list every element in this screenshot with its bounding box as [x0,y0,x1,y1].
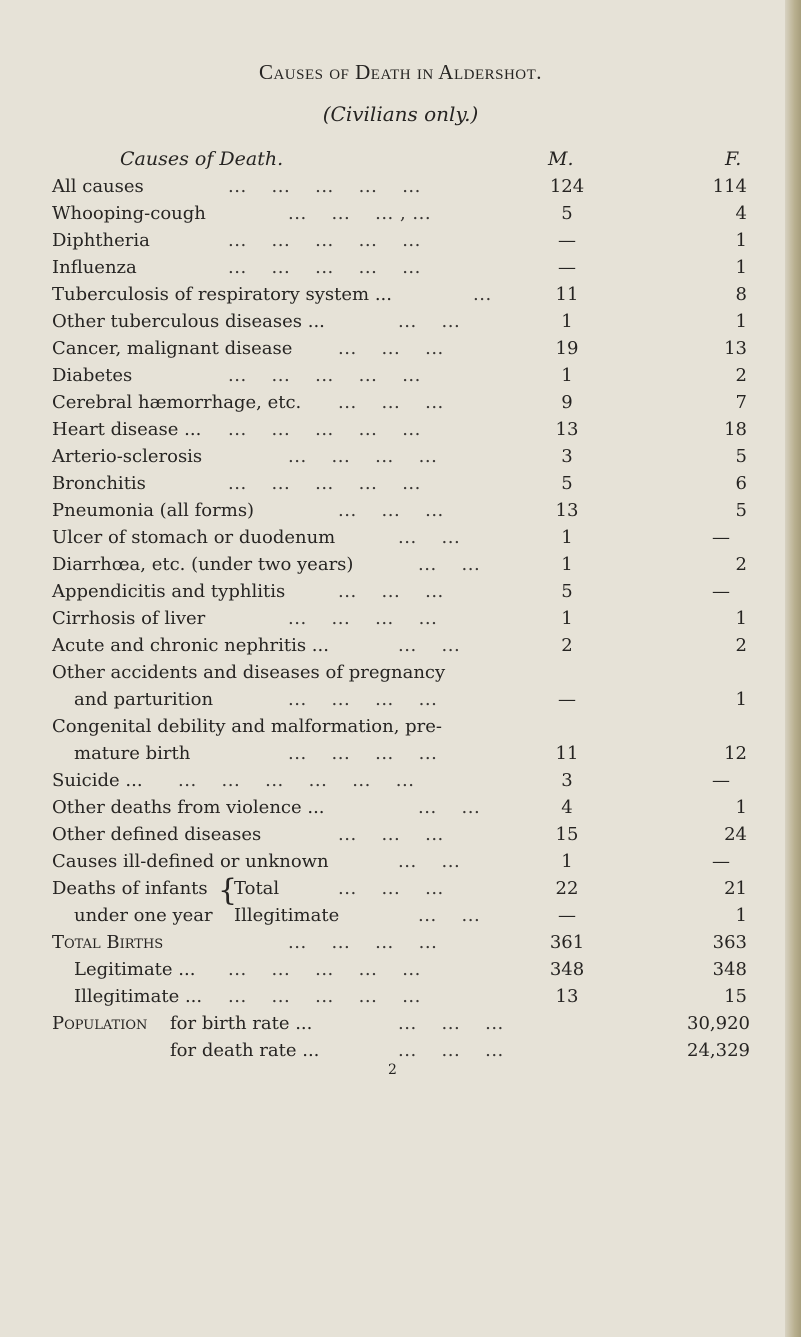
table-row [0,740,801,767]
table-row [0,470,801,497]
row-male: 2 [561,635,573,656]
leader-dots: ... ... ... ... [288,689,438,710]
row-female: 1 [735,797,747,818]
row-female: 363 [712,932,747,953]
table-row [0,605,801,632]
leader-dots: ... ... ... ... [288,932,438,953]
row-female: 1 [735,905,747,926]
row-male: 13 [555,419,579,440]
row-label: Other defined diseases [52,824,262,845]
leader-dots: ... ... [418,797,481,818]
leader-dots: ... ... ... [398,1013,504,1034]
row-label: mature birth [74,743,191,764]
row-female: 4 [735,203,747,224]
leader-dots: ... ... ... ... ... [228,419,421,440]
row-label: Suicide ... [52,770,143,791]
row-male: 348 [549,959,585,980]
table-row [0,227,801,254]
row-male: 1 [561,527,573,548]
table-row [0,794,801,821]
leader-dots: ... ... ... ... ... [228,986,421,1007]
table-row [0,767,801,794]
leader-dots: ... ... ... [338,392,444,413]
infants-label-bottom: under one year [74,905,213,926]
row-male: 1 [561,311,573,332]
row-label: Causes ill-defined or unknown [52,851,329,872]
row-female: 15 [724,986,747,1007]
row-male: 1 [561,851,573,872]
row-male: — [558,257,576,278]
table-row [0,659,801,686]
infant-deaths-total-row [0,873,801,908]
leader-dots: ... ... ... ... ... [228,365,421,386]
row-female: 1 [735,230,747,251]
row-label: Congenital debility and malformation, pre- [52,716,443,737]
leader-dots: ... ... ... ... [288,608,438,629]
table-row [0,551,801,578]
row-female: 114 [712,176,747,197]
row-male: 4 [561,797,573,818]
births-row [0,929,801,956]
table-row [0,821,801,848]
leader-dots: ... ... ... [338,878,444,899]
header-male: M. [548,148,574,170]
row-label: Diabetes [52,365,133,386]
row-female: 2 [735,635,747,656]
leader-dots: ... ... ... [338,824,444,845]
table-row [0,686,801,713]
row-female: — [712,527,730,548]
row-female: 6 [735,473,747,494]
row-male: 19 [555,338,579,359]
row-female: 348 [712,959,747,980]
table-row [0,173,801,200]
infants-total-label: Total [234,878,280,899]
row-male: 3 [561,446,573,467]
birth-rate-label: for birth rate ... [170,1013,313,1034]
row-label: Whooping-cough [52,203,206,224]
table-row [0,416,801,443]
table-row [0,713,801,740]
row-label: Legitimate ... [74,959,196,980]
row-male: 5 [561,581,573,602]
row-female: 2 [735,365,747,386]
row-label: Tuberculosis of respiratory system ... [52,284,392,305]
row-male: 13 [555,986,579,1007]
row-female: 13 [724,338,747,359]
row-male: 3 [561,770,573,791]
leader-dots: ... ... ... [338,581,444,602]
row-male: 22 [555,878,579,899]
row-female: 12 [724,743,747,764]
row-male: 15 [555,824,579,845]
row-male: 11 [555,284,579,305]
row-label: Heart disease ... [52,419,202,440]
table-row [0,497,801,524]
row-female: 18 [724,419,747,440]
leader-dots: ... ... [398,311,461,332]
row-female: — [712,851,730,872]
row-male: 361 [549,932,585,953]
row-female: 8 [735,284,747,305]
page-subtitle: (Civilians only.) [322,102,479,126]
row-male: 5 [561,203,573,224]
table-row [0,200,801,227]
row-label: and parturition [74,689,214,710]
table-row [0,281,801,308]
leader-dots: ... ... ... [398,1040,504,1061]
row-male: 11 [555,743,579,764]
row-female: 21 [724,878,747,899]
population-death-rate-row [0,1037,801,1064]
infants-illegitimate-label: Illegitimate [234,905,340,926]
death-rate-label: for death rate ... [170,1040,320,1061]
row-male: 9 [561,392,573,413]
table-row [0,389,801,416]
row-female: 1 [735,608,747,629]
row-label: All causes [52,176,144,197]
row-label: Cancer, malignant disease [52,338,293,359]
table-row [0,524,801,551]
row-label: Influenza [52,257,137,278]
leader-dots: ... ... [418,554,481,575]
leader-dots: ... ... ... ... ... [228,473,421,494]
leader-dots: ... ... ... [338,500,444,521]
row-label: Other accidents and diseases of pregnancy [52,662,446,683]
table-row [0,335,801,362]
header-cause: Causes of Death. [120,148,284,170]
row-label: Cirrhosis of liver [52,608,206,629]
row-male: 1 [561,554,573,575]
row-female: 5 [735,500,747,521]
row-label: Bronchitis [52,473,146,494]
row-label: Arterio-sclerosis [52,446,203,467]
page-title: Causes of Death in Aldershot. [258,60,543,84]
table-row [0,362,801,389]
table-row [0,578,801,605]
row-female: 1 [735,689,747,710]
leader-dots: ... ... ... ... ... [228,176,421,197]
row-male: 5 [561,473,573,494]
births-row [0,956,801,983]
leader-dots: ... ... ... ... ... ... [178,770,415,791]
population-label: Population [52,1013,148,1034]
row-male: 124 [549,176,585,197]
leader-dots: ... ... ... ... [288,446,438,467]
row-label: Diarrhœa, etc. (under two years) [52,554,354,575]
row-female: — [712,770,730,791]
brace-icon: { [218,873,238,908]
leader-dots: ... ... ... ... ... [228,230,421,251]
table-row [0,308,801,335]
row-label: Diphtheria [52,230,150,251]
row-label: Illegitimate ... [74,986,203,1007]
row-label: Other tuberculous diseases ... [52,311,325,332]
row-male: — [558,230,576,251]
leader-dots: ... ... ... ... ... [228,959,421,980]
infants-label-top: Deaths of infants [52,878,208,899]
leader-dots: ... ... ... [338,338,444,359]
row-male: — [558,689,576,710]
row-male: — [558,905,576,926]
births-row [0,983,801,1010]
row-female: 1 [735,311,747,332]
leader-dots: ... ... [398,851,461,872]
population-birth-rate-row [0,1010,801,1037]
row-label: Ulcer of stomach or duodenum [52,527,336,548]
row-label: Other deaths from violence ... [52,797,325,818]
table-row [0,254,801,281]
row-male: 1 [561,365,573,386]
row-label: Appendicitis and typhlitis [52,581,286,602]
leader-dots: ... ... ... ... [288,743,438,764]
leader-dots: ... ... ... ... ... [228,257,421,278]
row-label: Pneumonia (all forms) [52,500,255,521]
leader-dots: ... [473,284,492,305]
table-row [0,632,801,659]
death-rate-value: 24,329 [687,1040,750,1061]
leader-dots: ... ... ... , ... [288,203,432,224]
row-male: 13 [555,500,579,521]
leader-dots: ... ... [398,635,461,656]
row-female: 5 [735,446,747,467]
row-male: 1 [561,608,573,629]
page-number: 2 [388,1062,397,1078]
header-female: F. [725,148,742,170]
row-label: Cerebral hæmorrhage, etc. [52,392,302,413]
row-female: 7 [735,392,747,413]
row-female: — [712,581,730,602]
row-label: Total Births [52,932,164,953]
row-label: Acute and chronic nephritis ... [52,635,329,656]
row-female: 2 [735,554,747,575]
table-row [0,848,801,875]
birth-rate-value: 30,920 [687,1013,750,1034]
row-female: 1 [735,257,747,278]
leader-dots: ... ... [398,527,461,548]
leader-dots: ... ... [418,905,481,926]
infant-deaths-illegitimate-row [0,902,801,929]
row-female: 24 [724,824,747,845]
table-row [0,443,801,470]
